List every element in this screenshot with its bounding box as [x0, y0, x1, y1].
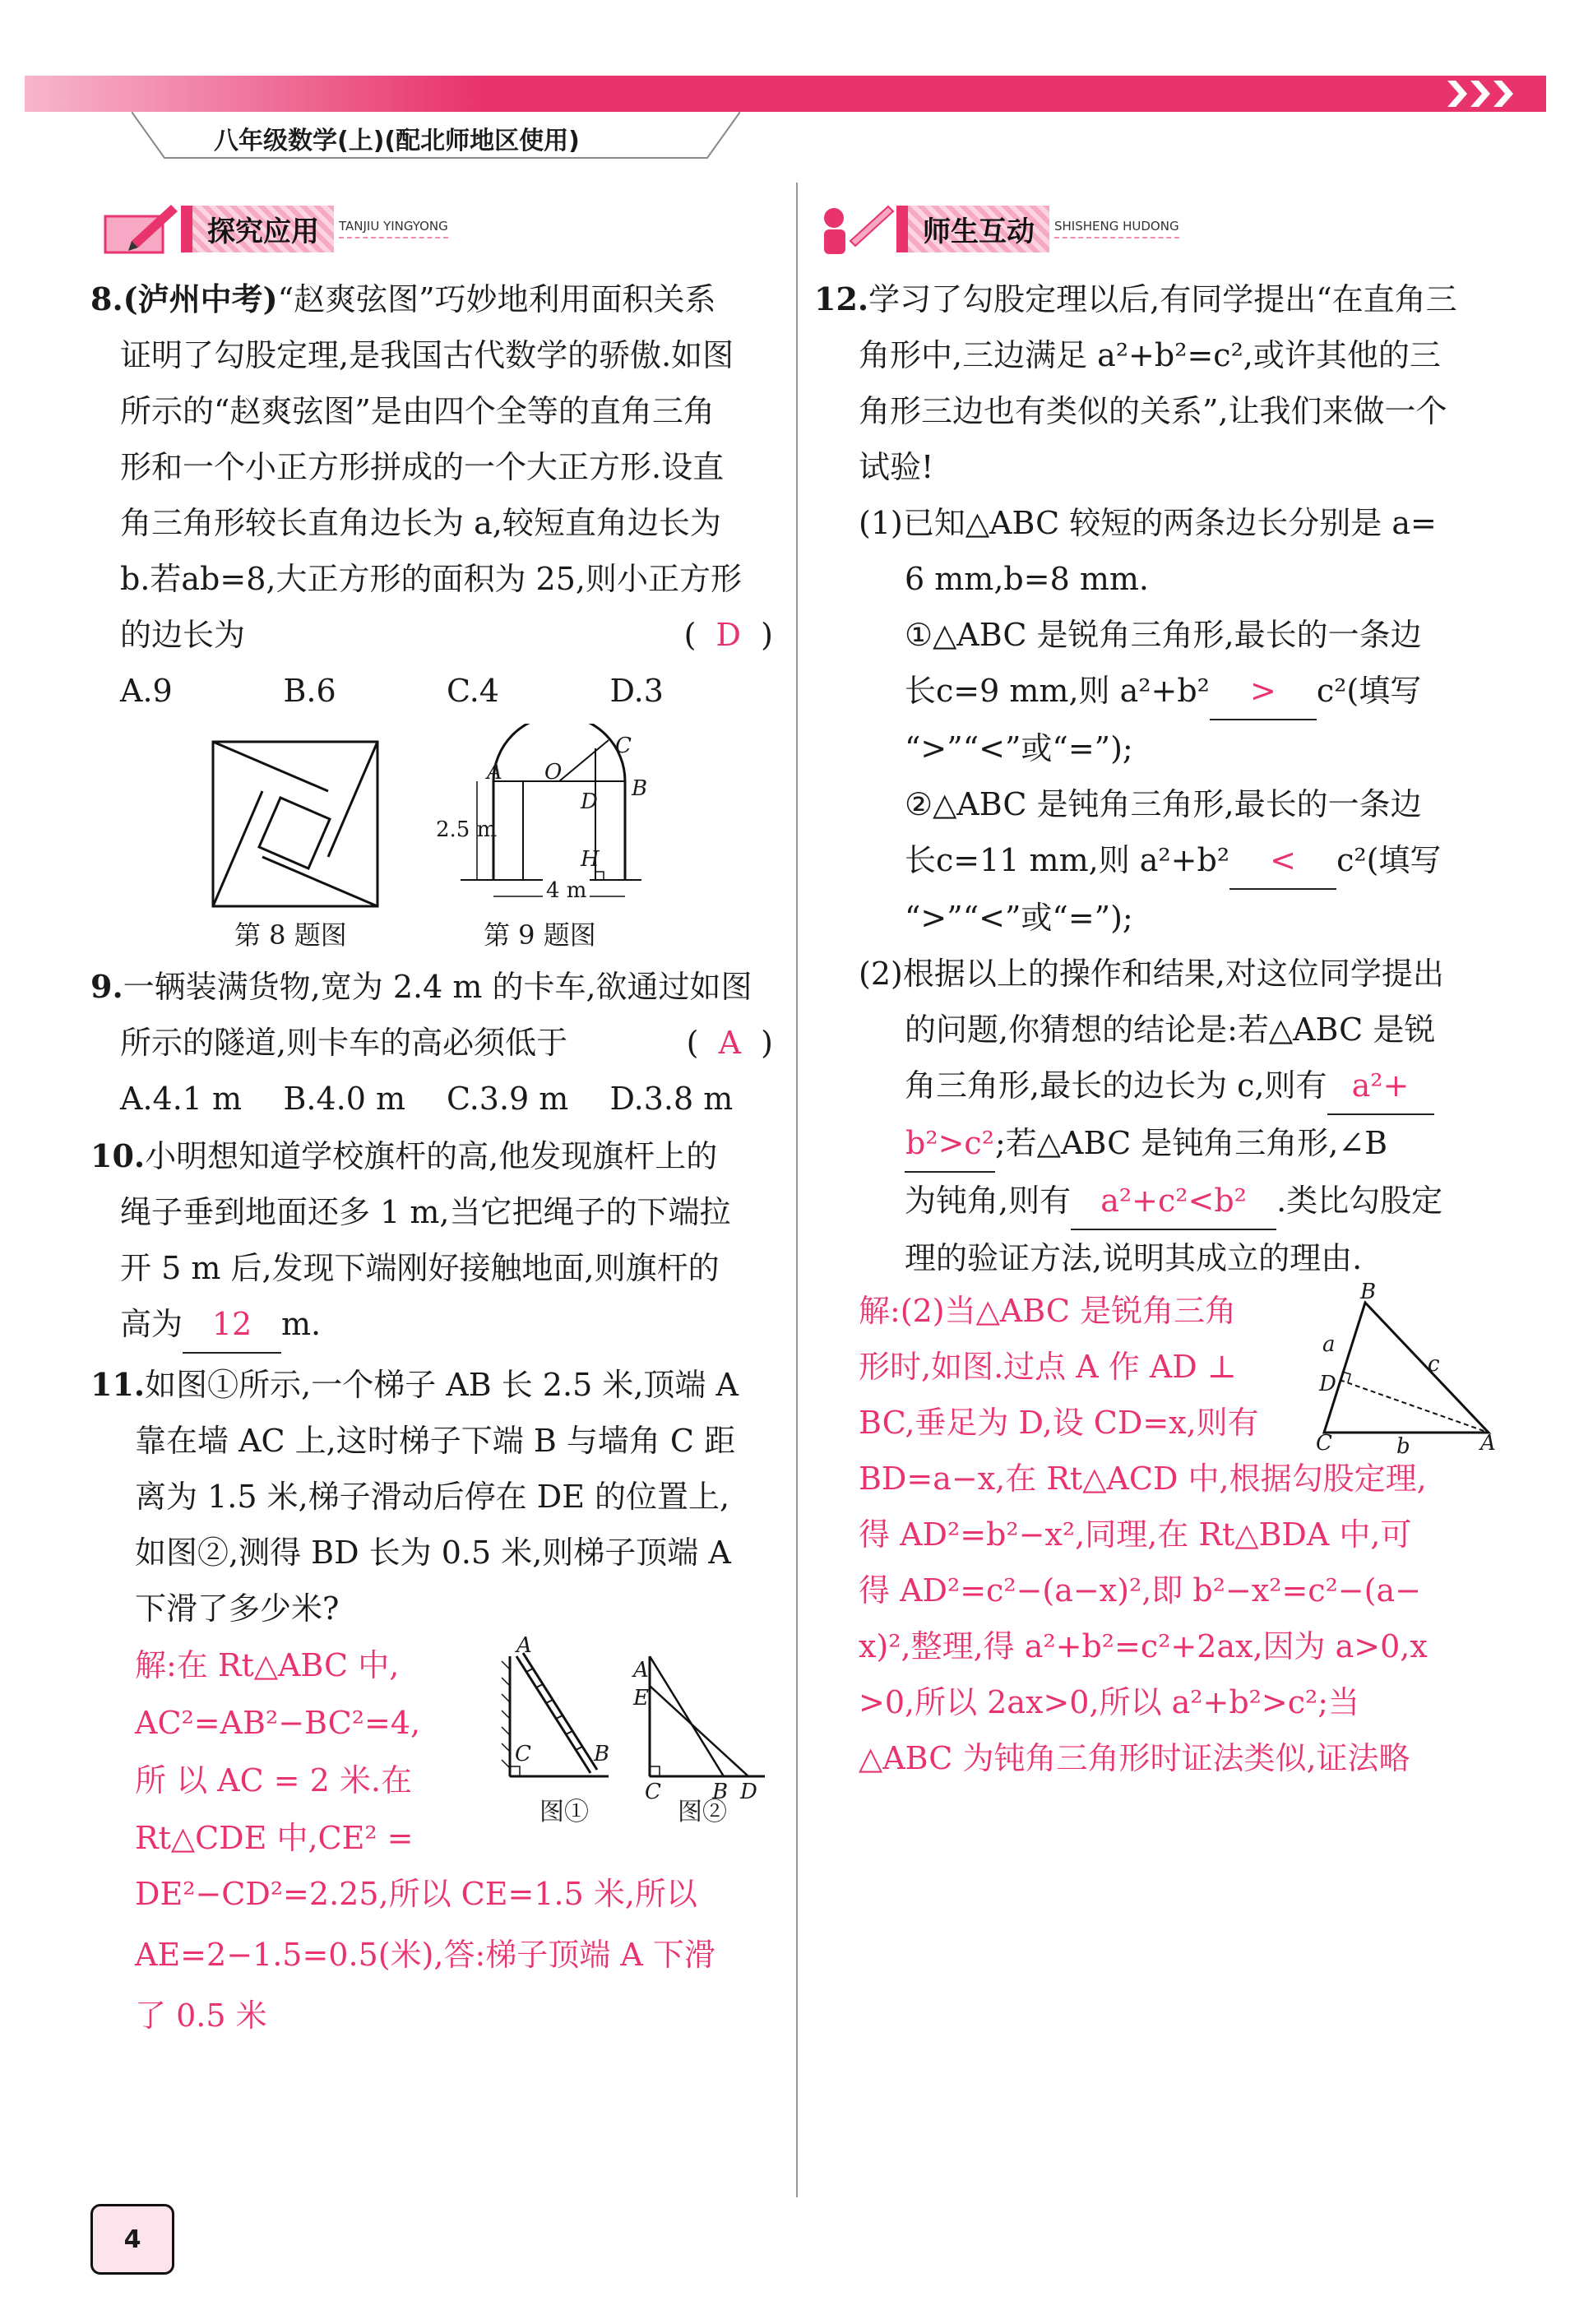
figure-9-caption: 第 9 题图 [484, 919, 596, 951]
q12-sub1-answer: > [1210, 663, 1317, 720]
fig11-1-label-b: B [594, 1742, 610, 1766]
q11-number: 11. [90, 1366, 146, 1403]
pencil-icon [99, 200, 181, 257]
header-arrows-icon [1447, 76, 1546, 112]
q10-last-prefix: 高为 [120, 1306, 183, 1342]
figure-11-2-caption: 图② [678, 1798, 727, 1826]
q8-line: 所示的“赵爽弦图”是由四个全等的直角三角 [120, 393, 715, 429]
q12-sub2-line: ②△ABC 是钝角三角形,最长的一条边 [905, 786, 1422, 822]
q9-option: D.3.8 m [609, 1081, 734, 1117]
q12-sub1-hint: “>”“<”或“=”); [905, 730, 1133, 766]
q11-line: 如图①所示,一个梯子 AB 长 2.5 米,顶端 A [145, 1367, 739, 1403]
q11-solution-line: 所 以 AC = 2 米.在 [135, 1762, 413, 1799]
section-label-right: 师生互动 [896, 206, 1049, 252]
fig9-label-a: A [487, 760, 502, 785]
fig11-2-label-c: C [645, 1780, 661, 1804]
fig11-1-label-a: A [516, 1633, 532, 1658]
fig12-label-d: D [1319, 1372, 1336, 1396]
fig11-2-label-e: E [633, 1686, 649, 1711]
q8-line: 角三角形较长直角边长为 a,较短直角边长为 [120, 505, 721, 541]
column-divider [796, 183, 798, 2197]
page-number: 4 [123, 2224, 141, 2254]
q12-part2-answer2: a²+c²<b² [1071, 1173, 1276, 1230]
q12-solution-line: BD=a−x,在 Rt△ACD 中,根据勾股定理, [859, 1461, 1427, 1497]
fig12-label-c: C [1316, 1431, 1332, 1456]
question-9: 9.一辆装满货物,宽为 2.4 m 的卡车,欲通过如图 所示的隧道,则卡车的高必须低于 ( A ) A.4.1 m B.4.0 m C.3.9 m D.3.8 m [90, 959, 773, 1127]
section-pinyin-left: TANJIU YINGYONG [339, 219, 448, 238]
q11-line: 如图②,测得 BD 长为 0.5 米,则梯子顶端 A [135, 1535, 731, 1571]
q11-solution-line: Rt△CDE 中,CE² = [135, 1820, 414, 1856]
q10-line: 小明想知道学校旗杆的高,他发现旗杆上的 [145, 1138, 718, 1174]
q12-solution-line: x)²,整理,得 a²+b²=c²+2ax,因为 a>0,x [859, 1628, 1428, 1664]
q12-solution-line: 形时,如图.过点 A 作 AD ⊥ [859, 1349, 1237, 1385]
q9-number: 9. [90, 968, 123, 1005]
q12-sub1-suffix: c²(填写 [1316, 673, 1422, 709]
q12-line: 学习了勾股定理以后,有同学提出“在直角三 [868, 281, 1457, 317]
header-title: 八年级数学(上)(配北师地区使用) [214, 127, 580, 155]
figure-11-1-caption: 图① [539, 1798, 589, 1826]
q8-option: D.3 [609, 673, 664, 709]
q9-option: B.4.0 m [283, 1081, 406, 1117]
q8-source: (泸州中考) [123, 280, 278, 317]
q12-part2-line: (2)根据以上的操作和结果,对这位同学提出 [859, 956, 1444, 992]
q8-line: 的边长为 [120, 617, 246, 653]
q11-solution-line: AC²=AB²−BC²=4, [135, 1705, 421, 1741]
q11-line: 靠在墙 AC 上,这时梯子下端 B 与墙角 C 距 [135, 1423, 736, 1459]
fig9-label-h: H [581, 847, 600, 872]
q12-part2-line3: 角三角形,最长的边长为 c,则有 [905, 1067, 1327, 1104]
q12-sub1-prefix: 长c=9 mm,则 a²+b² [905, 673, 1210, 709]
fig9-height-label: 2.5 m [436, 817, 498, 842]
fig9-label-b: B [632, 776, 648, 801]
fig9-label-d: D [581, 789, 598, 814]
q12-part2-answer1a: a²+ [1327, 1058, 1434, 1115]
q12-part2-answer1b: b²>c² [905, 1115, 995, 1173]
q8-line: 形和一个小正方形拼成的一个大正方形.设直 [120, 449, 725, 485]
q11-solution-short [135, 1637, 464, 1867]
fig12-label-c-side: c [1428, 1352, 1440, 1377]
q12-sub2-hint: “>”“<”或“=”); [905, 900, 1133, 936]
fig11-2-label-a: A [633, 1658, 649, 1683]
q8-line: “赵爽弦图”巧妙地利用面积关系 [277, 281, 716, 317]
question-10 [90, 1128, 773, 1354]
q9-line: 一辆装满货物,宽为 2.4 m 的卡车,欲通过如图 [123, 969, 752, 1005]
figure-11-2-ladder-diagram [633, 1645, 773, 1793]
q12-number: 12. [814, 280, 869, 317]
fig9-label-c: C [615, 734, 632, 758]
q8-answer: D [715, 617, 742, 653]
q12-part2-line4: ;若△ABC 是钝角三角形,∠B [995, 1125, 1388, 1161]
q10-number: 10. [90, 1137, 146, 1174]
q9-option: A.4.1 m [120, 1081, 243, 1117]
q12-part2-line6: 理的验证方法,说明其成立的理由. [905, 1240, 1363, 1276]
q12-sub2-prefix: 长c=11 mm,则 a²+b² [905, 842, 1230, 878]
section-title-left [99, 204, 448, 253]
q8-line: b.若ab=8,大正方形的面积为 25,则小正方形 [120, 561, 742, 597]
figure-8-caption: 第 8 题图 [234, 919, 347, 951]
q12-solution-line: >0,所以 2ax>0,所以 a²+b²>c²;当 [859, 1684, 1360, 1720]
q8-line: 证明了勾股定理,是我国古代数学的骄傲.如图 [120, 337, 734, 373]
q9-option: C.3.9 m [447, 1081, 569, 1117]
q12-solution-line: 得 AD²=c²−(a−x)²,即 b²−x²=c²−(a− [859, 1572, 1421, 1609]
q9-answer: A [718, 1025, 742, 1061]
question-11 [90, 1357, 773, 1637]
q11-line: 离为 1.5 米,梯子滑动后停在 DE 的位置上, [135, 1479, 730, 1515]
page-number-box [90, 2204, 174, 2275]
q12-part1-line: (1)已知△ABC 较短的两条边长分别是 a= [859, 505, 1437, 541]
header-band [25, 76, 1546, 112]
q11-solution-line: 解:在 Rt△ABC 中, [135, 1647, 400, 1683]
q12-solution-line: △ABC 为钝角三角形时证法类似,证法略 [859, 1740, 1410, 1776]
q12-part2-line5-suffix: .类比勾股定 [1276, 1183, 1443, 1219]
fig9-width-label: 4 m [543, 878, 590, 903]
q12-part2-line5-prefix: 为钝角,则有 [905, 1183, 1072, 1219]
q11-line: 下滑了多少米? [135, 1590, 340, 1627]
fig12-label-b-side: b [1396, 1434, 1410, 1459]
question-8: 8.(泸州中考)“赵爽弦图”巧妙地利用面积关系 证明了勾股定理,是我国古代数学的骄傲.如图 所示的“赵爽弦图”是由四个全等的直角三角 形和一个小正方形拼成的一个大正方形.设直 角三角形较长直角边长为 a,较短直角边长为 b.若ab=8,大正方形的面积为 25,则小正方形 的边长为 ( D ) A.9 B.6 C.4 D.3 [90, 271, 773, 719]
fig11-2-label-b: B [712, 1780, 729, 1804]
q12-sub2-answer: < [1229, 832, 1336, 890]
question-12 [814, 271, 1497, 1286]
figure-11-1-ladder-diagram [493, 1645, 617, 1793]
fig12-label-a: A [1480, 1431, 1496, 1456]
q11-solution-line: 了 0.5 米 [135, 1998, 267, 2034]
figure-8-zhao-shuang-diagram [210, 738, 382, 911]
q12-solution-line: 得 AD²=b²−x²,同理,在 Rt△BDA 中,可 [859, 1516, 1412, 1553]
q12-part2-line: 的问题,你猜想的结论是:若△ABC 是锐 [905, 1012, 1436, 1048]
q12-line: 角形中,三边满足 a²+b²=c²,或许其他的三 [859, 337, 1441, 373]
q10-answer: 12 [183, 1296, 281, 1354]
q10-last-suffix: m. [281, 1306, 322, 1342]
q12-solution-long [859, 1451, 1500, 1786]
q12-sub2-suffix: c²(填写 [1336, 842, 1442, 878]
q12-line: 试验! [859, 449, 934, 485]
section-label-left: 探究应用 [181, 206, 334, 252]
q8-option: C.4 [447, 673, 499, 709]
q9-line: 所示的隧道,则卡车的高必须低于 [120, 1025, 568, 1061]
fig12-label-a-side: a [1322, 1332, 1336, 1357]
q12-solution-line: BC,垂足为 D,设 CD=x,则有 [859, 1405, 1259, 1441]
fig11-2-label-d: D [740, 1780, 757, 1804]
q11-solution-line: DE²−CD²=2.25,所以 CE=1.5 米,所以 [135, 1876, 697, 1912]
q8-number: 8. [90, 280, 123, 317]
fig12-label-b: B [1360, 1280, 1377, 1304]
q11-solution-long [135, 1863, 776, 2046]
q10-line: 绳子垂到地面还多 1 m,当它把绳子的下端拉 [120, 1194, 731, 1230]
section-title-right [814, 204, 1179, 253]
section-pinyin-right: SHISHENG HUDONG [1054, 219, 1179, 238]
q8-option: B.6 [283, 673, 336, 709]
teacher-student-icon [814, 200, 896, 257]
fig11-1-label-c: C [515, 1742, 531, 1766]
q12-solution-short [859, 1283, 1319, 1451]
q11-solution-line: AE=2−1.5=0.5(米),答:梯子顶端 A 下滑 [135, 1937, 715, 1973]
q8-option: A.9 [120, 673, 173, 709]
q12-part1-line: 6 mm,b=8 mm. [905, 561, 1149, 597]
q12-line: 角形三边也有类似的关系”,让我们来做一个 [859, 393, 1447, 429]
fig9-label-o: O [544, 760, 563, 785]
q12-solution-line: 解:(2)当△ABC 是锐角三角 [859, 1293, 1237, 1329]
q10-line: 开 5 m 后,发现下端刚好接触地面,则旗杆的 [120, 1250, 720, 1286]
q12-sub1-line: ①△ABC 是锐角三角形,最长的一条边 [905, 617, 1422, 653]
